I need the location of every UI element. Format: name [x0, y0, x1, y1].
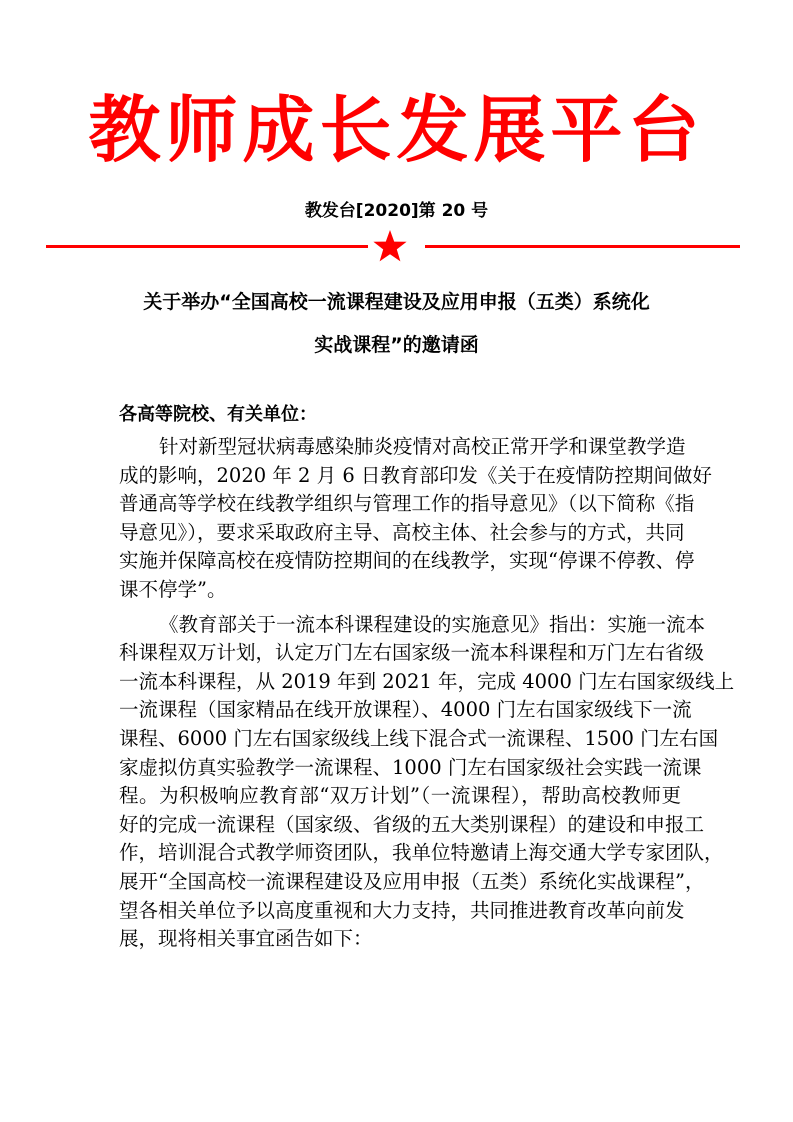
text-line: 科课程双万计划，认定万门左右国家级一流本科课程和万门左右省级 — [119, 641, 705, 665]
masthead-title: 教师成长发展平台 — [88, 88, 705, 172]
document-title-line-1: 关于举办“全国高校一流课程建设及应用申报（五类）系统化 — [143, 291, 650, 313]
text-line: 课程、6000 门左右国家级线上线下混合式一流课程、1500 门左右国 — [119, 726, 719, 750]
paragraph-1 — [119, 433, 712, 605]
text-line: 家虚拟仿真实验教学一流课程、1000 门左右国家级社会实践一流课 — [119, 755, 702, 779]
text-line: 程。为积极响应教育部“双万计划”（一流课程），帮助高校教师更 — [119, 784, 681, 808]
text-line: 导意见》），要求采取政府主导、高校主体、社会参与的方式，共同 — [119, 520, 685, 544]
document-number: 教发台[2020]第 20 号 — [304, 201, 489, 221]
star-icon — [372, 229, 408, 263]
text-line: 一流本科课程，从 2019 年到 2021 年，完成 4000 门左右国家级线上 — [119, 669, 735, 693]
document-title-line-2: 实战课程”的邀请函 — [314, 334, 479, 356]
text-line: 展开“全国高校一流课程建设及应用申报（五类）系统化实战课程”， — [119, 869, 705, 893]
red-divider-left — [46, 245, 368, 248]
paragraph-2 — [119, 611, 735, 954]
salutation: 各高等院校、有关单位： — [119, 404, 317, 425]
text-line: 展，现将相关事宜函告如下： — [119, 927, 373, 951]
text-line: 好的完成一流课程（国家级、省级的五大类别课程）的建设和申报工 — [119, 812, 705, 836]
text-line: 普通高等学校在线教学组织与管理工作的指导意见》（以下简称《指 — [119, 492, 695, 516]
text-line: 望各相关单位予以高度重视和大力支持，共同推进教育改革向前发 — [119, 898, 685, 922]
red-divider-right — [425, 245, 740, 248]
text-line: 《教育部关于一流本科课程建设的实施意见》指出：实施一流本 — [159, 612, 706, 636]
text-line: 针对新型冠状病毒感染肺炎疫情对高校正常开学和课堂教学造 — [159, 435, 686, 458]
letter-body — [119, 433, 735, 954]
text-line: 一流课程（国家精品在线开放课程）、4000 门左右国家级线下一流 — [119, 698, 692, 722]
text-line: 成的影响，2020 年 2 月 6 日教育部印发《关于在疫情防控期间做好 — [119, 463, 712, 487]
text-line: 作，培训混合式教学师资团队，我单位特邀请上海交通大学专家团队， — [119, 841, 724, 865]
text-line: 课不停学”。 — [119, 577, 227, 601]
text-line: 实施并保障高校在疫情防控期间的在线教学，实现“停课不停教、停 — [119, 549, 695, 573]
